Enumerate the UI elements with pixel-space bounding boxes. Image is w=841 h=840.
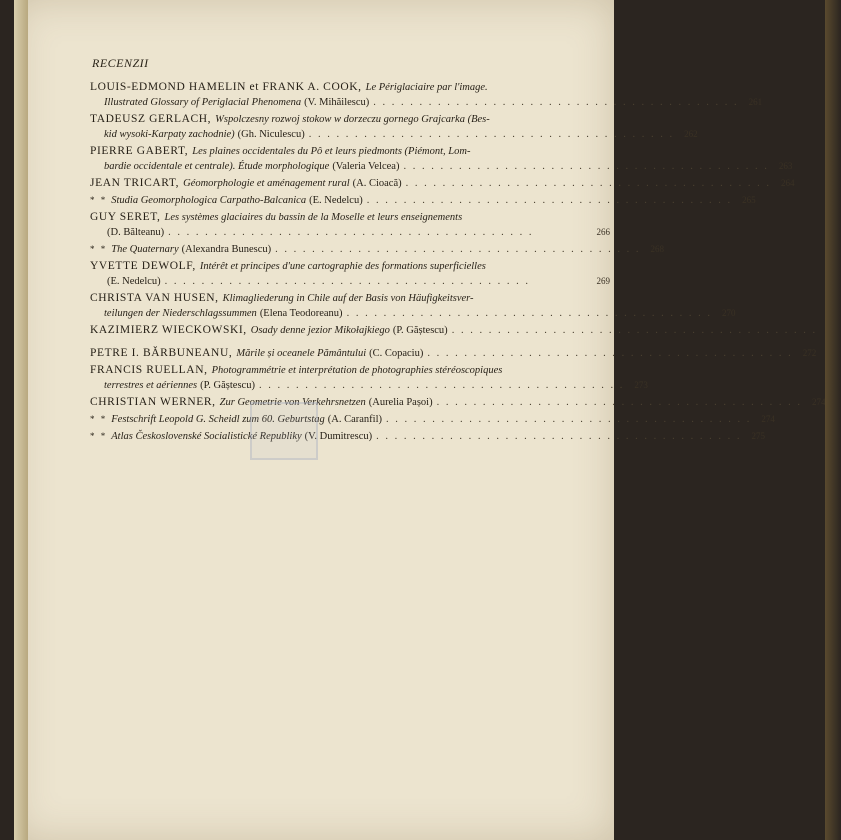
toc-entry xyxy=(90,346,817,361)
entry-reviewer: (V. Dumitrescu) xyxy=(304,431,373,442)
page-number: 262 xyxy=(684,129,698,139)
entry-reviewer: (P. Găștescu) xyxy=(200,380,255,391)
page-number: 264 xyxy=(780,178,795,188)
entry-reviewer: (E. Nedelcu) xyxy=(309,195,363,206)
entry-continuation-line xyxy=(90,95,763,110)
toc-entry xyxy=(90,259,610,289)
page-number: 265 xyxy=(742,195,756,205)
toc-entry xyxy=(90,80,763,110)
entry-title: Studia Geomorphologica Carpatho-Balcanica xyxy=(111,195,307,206)
entry-author: PETRE I. BĂRBUNEANU, xyxy=(90,347,233,359)
page-number: 261 xyxy=(748,97,763,107)
entry-line xyxy=(90,210,610,225)
entry-title: bardie occidentale et centrale). Étude morphologique xyxy=(104,161,330,172)
toc-entry xyxy=(90,144,793,174)
entry-author: KAZIMIERZ WIECKOWSKI, xyxy=(90,324,247,336)
dot-leaders: . . . . . . . . . . . . . . . . . . . . . . . . . . . . . . . . . . . . . . . . xyxy=(427,348,793,359)
entry-author: LOUIS-EDMOND HAMELIN et FRANK A. COOK, xyxy=(90,81,362,93)
anonymous-marker: * * xyxy=(90,414,108,424)
entry-title: kid wysoki-Karpaty zachodnie) xyxy=(104,129,235,140)
entry-author: YVETTE DEWOLF, xyxy=(90,260,196,272)
page-edge-right xyxy=(825,0,841,840)
entry-author: CHRISTIAN WERNER, xyxy=(90,396,216,408)
page-number: 266 xyxy=(596,227,610,237)
entry-line xyxy=(90,395,826,410)
toc-entry xyxy=(90,323,818,338)
page-number: 263 xyxy=(778,161,793,171)
dot-leaders: . . . . . . . . . . . . . . . . . . . . . . . . . . . . . . . . . . . . . . . . xyxy=(405,178,771,189)
dot-leaders: . . . . . . . . . . . . . . . . . . . . . . . . . . . . . . . . . . . . . . . . xyxy=(451,325,818,336)
entry-title: Les plaines occidentales du Pô et leurs piedmonts (Piémont, Lom- xyxy=(192,146,471,157)
entry-author: GUY SERET, xyxy=(90,211,161,223)
page-number: 272 xyxy=(802,348,817,358)
entry-reviewer: (Valeria Velcea) xyxy=(332,161,400,172)
entry-reviewer: (V. Mihăilescu) xyxy=(304,97,370,108)
entry-line xyxy=(90,291,610,306)
entry-title: Zur Geometrie von Verkehrsnetzen xyxy=(219,397,366,408)
anonymous-marker: * * xyxy=(90,244,108,254)
dot-leaders: . . . . . . . . . . . . . . . . . . . . . . . . . . . . . . . . . . . . . . . . xyxy=(366,195,733,206)
entry-title: teilungen der Niederschlagssummen xyxy=(104,308,257,319)
entry-title: Festschrift Leopold G. Scheidl zum 60. Geburtstag xyxy=(111,414,325,425)
entry-title: Osady denne jezior Mikołajkiego xyxy=(250,325,390,336)
entry-author: TADEUSZ GERLACH, xyxy=(90,113,212,125)
entry-author: CHRISTA VAN HUSEN, xyxy=(90,292,219,304)
page-number: 269 xyxy=(596,276,610,286)
entry-reviewer: (Gh. Niculescu) xyxy=(237,129,305,140)
entry-title: Wspolczesny rozwoj stokow w dorzeczu gornego Grajcarka (Bes- xyxy=(215,114,490,125)
page-number: 274 xyxy=(761,414,775,424)
toc-entry xyxy=(90,395,826,410)
entry-line xyxy=(90,259,610,274)
entry-line xyxy=(90,346,817,361)
entry-reviewer: (D. Bălteanu) xyxy=(107,227,165,238)
dot-leaders: . . . . . . . . . . . . . . . . . . . . . . . . . . . . . . . . . . . . . . . . xyxy=(258,380,625,391)
page-number: 274 xyxy=(811,397,826,407)
entry-line xyxy=(90,80,610,95)
dot-leaders: . . . . . . . . . . . . . . . . . . . . . . . . . . . . . . . . . . . . . . . . xyxy=(164,276,531,287)
toc-entry xyxy=(90,291,736,321)
toc-entry xyxy=(90,242,665,257)
entry-line xyxy=(90,412,775,427)
entry-reviewer: (P. Găștescu) xyxy=(392,325,448,336)
entry-title: Le Périglaciaire par l'image. xyxy=(365,82,488,93)
entry-continuation-line xyxy=(90,306,736,321)
entry-line xyxy=(90,144,610,159)
entry-line xyxy=(90,112,610,127)
entry-line xyxy=(90,323,818,338)
dot-leaders: . . . . . . . . . . . . . . . . . . . . . . . . . . . . . . . . . . . . . . . . xyxy=(346,308,712,319)
dot-leaders: . . . . . . . . . . . . . . . . . . . . . . . . . . . . . . . . . . . . . . . . xyxy=(385,414,752,425)
entry-line xyxy=(90,176,795,191)
entry-continuation-line xyxy=(90,127,698,142)
page-number: 270 xyxy=(721,308,736,318)
entry-title: Mările și oceanele Pământului xyxy=(236,348,367,359)
page-edge-left xyxy=(14,0,28,840)
dot-leaders: . . . . . . . . . . . . . . . . . . . . . . . . . . . . . . . . . . . . . . . . xyxy=(376,431,742,442)
dot-leaders: . . . . . . . . . . . . . . . . . . . . . . . . . . . . . . . . . . . . . . . . xyxy=(403,161,769,172)
entry-title: Intérêt et principes d'une cartographie des formations superficielles xyxy=(199,261,486,272)
entry-line xyxy=(90,363,610,378)
entry-reviewer: (Elena Teodoreanu) xyxy=(259,308,343,319)
entry-title: terrestres et aériennes xyxy=(104,380,198,391)
entry-line xyxy=(90,242,665,257)
entry-line xyxy=(90,429,765,444)
anonymous-marker: * * xyxy=(90,195,108,205)
section-heading: RECENZII xyxy=(92,56,149,70)
entry-title: Les systèmes glaciaires du bassin de la Moselle et leurs enseignements xyxy=(164,212,463,223)
page-number: 273 xyxy=(634,380,648,390)
entry-continuation-line xyxy=(90,378,648,393)
entry-author: FRANCIS RUELLAN, xyxy=(90,364,208,376)
entry-title: Géomorphologie et aménagement rural xyxy=(183,178,350,189)
toc-entry xyxy=(90,429,765,444)
toc-entry xyxy=(90,412,775,427)
entry-reviewer: (C. Copaciu) xyxy=(369,348,424,359)
dot-leaders: . . . . . . . . . . . . . . . . . . . . . . . . . . . . . . . . . . . . . . . . xyxy=(436,397,802,408)
toc-entry xyxy=(90,363,648,393)
toc-entry xyxy=(90,193,756,208)
dot-leaders: . . . . . . . . . . . . . . . . . . . . . . . . . . . . . . . . . . . . . . . . xyxy=(308,129,675,140)
entry-reviewer: (E. Nedelcu) xyxy=(107,276,161,287)
entry-author: JEAN TRICART, xyxy=(90,177,180,189)
entry-title: Illustrated Glossary of Periglacial Phenomena xyxy=(104,97,302,108)
toc-entry xyxy=(90,176,795,191)
table-of-contents xyxy=(90,80,826,446)
entry-title: Atlas Československé Socialistické Republiky xyxy=(111,431,302,442)
entry-continuation-line xyxy=(90,159,793,174)
entry-reviewer: (Aurelia Pașoi) xyxy=(368,397,433,408)
entry-reviewer: (A. Cioacă) xyxy=(352,178,402,189)
watermark-logo xyxy=(250,402,318,460)
anonymous-marker: * * xyxy=(90,431,108,441)
page-number: 268 xyxy=(650,244,665,254)
entry-title: The Quaternary xyxy=(111,244,179,255)
entry-reviewer: (A. Caranfil) xyxy=(327,414,382,425)
entry-line xyxy=(90,193,756,208)
page-number: 275 xyxy=(751,431,765,441)
toc-entry xyxy=(90,112,698,142)
book-page xyxy=(14,0,826,840)
entry-reviewer: (Alexandra Bunescu) xyxy=(181,244,272,255)
entry-continuation-line xyxy=(90,225,610,240)
dot-leaders: . . . . . . . . . . . . . . . . . . . . . . . . . . . . . . . . . . . . . . . . xyxy=(275,244,641,255)
dot-leaders: . . . . . . . . . . . . . . . . . . . . . . . . . . . . . . . . . . . . . . . . xyxy=(373,97,739,108)
entry-author: PIERRE GABERT, xyxy=(90,145,189,157)
entry-title: Klimagliederung in Chile auf der Basis von Häufigkeitsver- xyxy=(222,293,474,304)
entry-title: Photogrammétrie et interprétation de photographies stéréoscopiques xyxy=(211,365,503,376)
dot-leaders: . . . . . . . . . . . . . . . . . . . . . . . . . . . . . . . . . . . . . . . . xyxy=(168,227,534,238)
toc-entry xyxy=(90,210,610,240)
entry-continuation-line xyxy=(90,274,610,289)
